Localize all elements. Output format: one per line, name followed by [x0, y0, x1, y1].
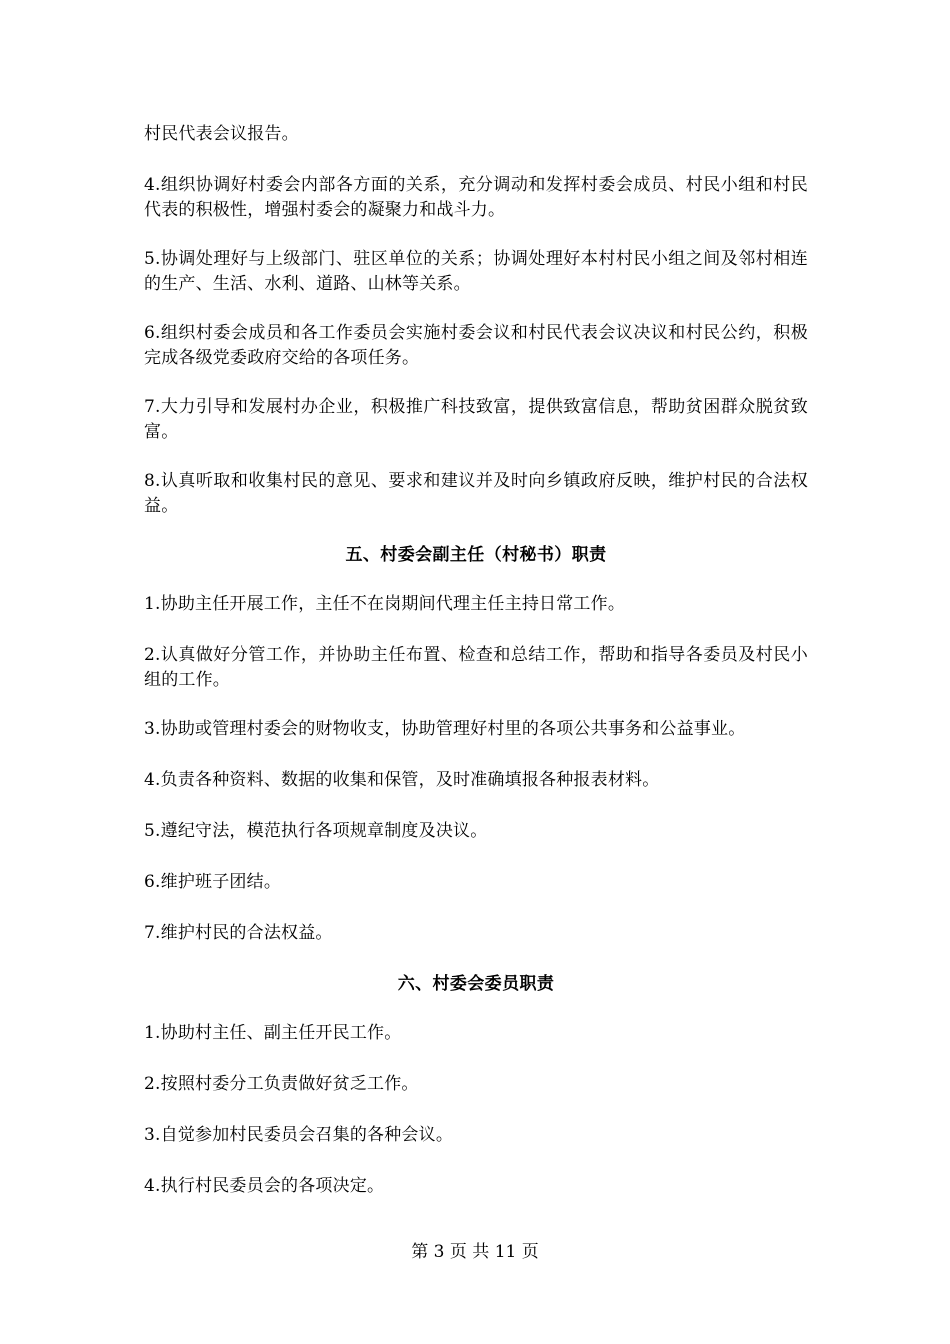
paragraph: 6.组织村委会成员和各工作委员会实施村委会议和村民代表会议决议和村民公约，积极完成各级党委政府交给的各项任务。 — [144, 323, 808, 368]
paragraph: 7.大力引导和发展村办企业，积极推广科技致富，提供致富信息，帮助贫困群众脱贫致富。 — [144, 397, 808, 442]
paragraph: 2.认真做好分管工作，并协助主任布置、检查和总结工作，帮助和指导各委员及村民小组的工作。 — [144, 645, 808, 690]
paragraph: 村民代表会议报告。 — [144, 124, 299, 144]
paragraph: 3.自觉参加村民委员会召集的各种会议。 — [144, 1125, 454, 1145]
page-number-footer: 第 3 页 共 11 页 — [411, 1242, 539, 1262]
paragraph: 4.负责各种资料、数据的收集和保管，及时准确填报各种报表材料。 — [144, 770, 660, 790]
paragraph: 7.维护村民的合法权益。 — [144, 923, 333, 943]
document-body — [144, 122, 808, 1225]
paragraph: 4.组织协调好村委会内部各方面的关系，充分调动和发挥村委会成员、村民小组和村民代表的积极性，增强村委会的凝聚力和战斗力。 — [144, 175, 808, 220]
paragraph: 6.维护班子团结。 — [144, 872, 282, 892]
section-heading: 五、村委会副主任（村秘书）职责 — [345, 545, 607, 565]
paragraph: 5.遵纪守法，模范执行各项规章制度及决议。 — [144, 821, 488, 841]
paragraph: 1.协助村主任、副主任开民工作。 — [144, 1023, 402, 1043]
paragraph: 5.协调处理好与上级部门、驻区单位的关系；协调处理好本村村民小组之间及邻村相连的生产、生活、水利、道路、山林等关系。 — [144, 249, 808, 294]
paragraph: 2.按照村委分工负责做好贫乏工作。 — [144, 1074, 419, 1094]
paragraph: 4.执行村民委员会的各项决定。 — [144, 1176, 385, 1196]
paragraph: 1.协助主任开展工作，主任不在岗期间代理主任主持日常工作。 — [144, 594, 626, 614]
paragraph: 3.协助或管理村委会的财物收支，协助管理好村里的各项公共事务和公益事业。 — [144, 719, 746, 739]
section-heading: 六、村委会委员职责 — [397, 974, 555, 994]
paragraph: 8.认真听取和收集村民的意见、要求和建议并及时向乡镇政府反映，维护村民的合法权益。 — [144, 471, 808, 516]
